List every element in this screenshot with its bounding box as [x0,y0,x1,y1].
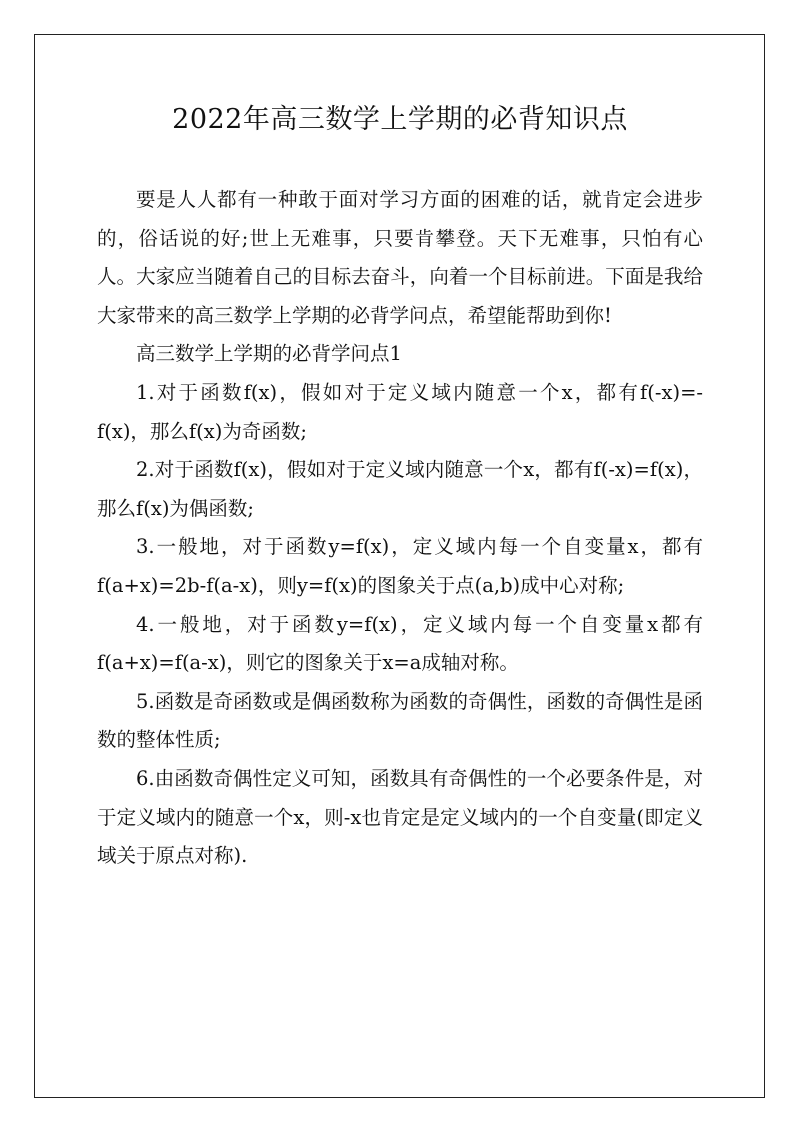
point-1-paragraph: 1.对于函数f(x)，假如对于定义域内随意一个x，都有f(-x)=-f(x)，那么f(x)为奇函数; [97,380,703,443]
document-body [97,181,703,876]
point-5-paragraph: 5.函数是奇函数或是偶函数称为函数的奇偶性，函数的奇偶性是函数的整体性质; [97,689,703,752]
point-4-paragraph: 4.一般地，对于函数y=f(x)，定义域内每一个自变量x都有f(a+x)=f(a-x)，则它的图象关于x=a成轴对称。 [97,612,703,675]
point-3-paragraph: 3.一般地，对于函数y=f(x)，定义域内每一个自变量x，都有f(a+x)=2b-f(a-x)，则y=f(x)的图象关于点(a,b)成中心对称; [97,535,703,597]
intro-paragraph: 要是人人都有一种敢于面对学习方面的困难的话，就肯定会进步的，俗话说的好;世上无难事，只要肯攀登。天下无难事，只怕有心人。大家应当随着自己的目标去奋斗，向着一个目标前进。下面是我给大家带来的高三数学上学期的必背学问点，希望能帮助到你! [97,188,703,327]
document-title: 2022年高三数学上学期的必背知识点 [172,104,628,135]
section-heading: 高三数学上学期的必背学问点1 [136,342,402,366]
point-6-paragraph: 6.由函数奇偶性定义可知，函数具有奇偶性的一个必要条件是，对于定义域内的随意一个x，则-x也肯定是定义域内的一个自变量(即定义域关于原点对称). [97,766,703,868]
point-2-paragraph: 2.对于函数f(x)，假如对于定义域内随意一个x，都有f(-x)=f(x)，那么f(x)为偶函数; [97,458,703,520]
